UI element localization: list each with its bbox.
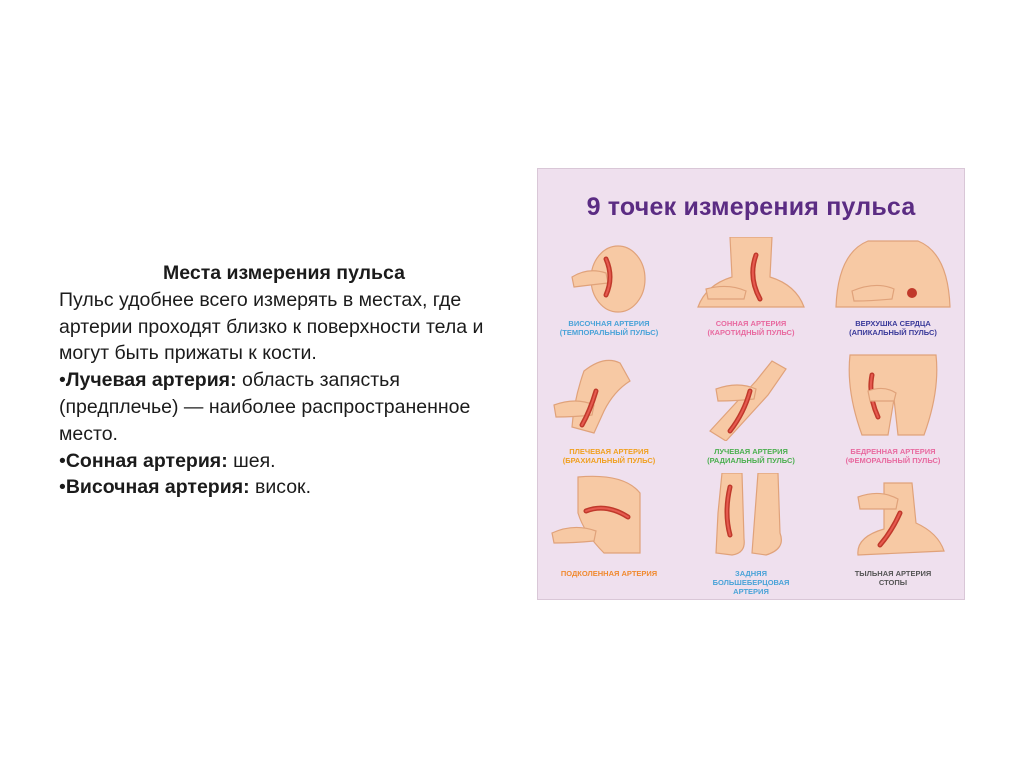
caption-line: ВИСОЧНАЯ АРТЕРИЯ [568, 319, 650, 328]
ankle-icon [686, 473, 816, 563]
pulse-points-infographic [537, 168, 965, 600]
pulse-point-caption [828, 319, 958, 337]
pulse-point-cell [686, 237, 816, 362]
infographic-title: 9 точек измерения пульса [586, 193, 916, 221]
bullet-radial [59, 367, 509, 447]
slide-text-block [59, 260, 509, 501]
pulse-point-caption [544, 319, 674, 337]
bullet-temporal [59, 474, 509, 501]
knee-icon [544, 473, 674, 563]
neck-icon [686, 237, 816, 327]
caption-line: ЗАДНЯЯ [735, 569, 767, 578]
bullet-term: Лучевая артерия: [65, 369, 237, 392]
forearm-icon [686, 351, 816, 441]
bullet-term: Височная артерия: [65, 476, 250, 499]
hip-icon [828, 351, 958, 441]
bullet-text: область запястья (предплечье) — наиболее распространенное место. [59, 369, 471, 445]
bullet-marker: • [59, 476, 66, 499]
pulse-point-caption [828, 569, 958, 587]
head-temple-icon [544, 237, 674, 327]
caption-line: (РАДИАЛЬНЫЙ ПУЛЬС) [707, 456, 795, 465]
elbow-icon [544, 351, 674, 441]
slide-intro: Пульс удобнее всего измерять в местах, где артерии проходят близко к поверхности тела и могут быть прижаты к кости. [59, 288, 484, 365]
caption-line: СОННАЯ АРТЕРИЯ [715, 319, 787, 328]
caption-line: ПОДКОЛЕННАЯ АРТЕРИЯ [560, 569, 658, 578]
pulse-point-caption [544, 569, 674, 578]
pulse-point-cell [544, 237, 674, 362]
bullet-text: висок. [249, 476, 312, 499]
caption-line: (АПИКАЛЬНЫЙ ПУЛЬС) [849, 328, 937, 337]
caption-line: ВЕРХУШКА СЕРДЦА [855, 319, 931, 328]
caption-line: АРТЕРИЯ [733, 587, 769, 596]
caption-line: ПЛЕЧЕВАЯ АРТЕРИЯ [569, 447, 649, 456]
bullet-carotid [59, 448, 509, 475]
pulse-point-caption [544, 447, 674, 465]
caption-line: (ТЕМПОРАЛЬНЫЙ ПУЛЬС) [559, 328, 659, 337]
pulse-point-caption [686, 447, 816, 465]
pulse-point-cell [828, 237, 958, 362]
caption-line: (ФЕМОРАЛЬНЫЙ ПУЛЬС) [845, 456, 941, 465]
chest-icon [828, 237, 958, 327]
caption-line: (КАРОТИДНЫЙ ПУЛЬС) [707, 328, 795, 337]
caption-line: БЕДРЕННАЯ АРТЕРИЯ [850, 447, 936, 456]
pulse-point-caption [828, 447, 958, 465]
caption-line: ЛУЧЕВАЯ АРТЕРИЯ [714, 447, 788, 456]
pulse-point-caption [686, 569, 816, 596]
pulse-point-cell [544, 473, 674, 598]
caption-line: БОЛЬШЕБЕРЦОВАЯ [712, 578, 790, 587]
bullet-text: шея. [227, 449, 276, 472]
caption-line: (БРАХИАЛЬНЫЙ ПУЛЬС) [562, 456, 656, 465]
caption-line: СТОПЫ [878, 578, 908, 587]
caption-line: ТЫЛЬНАЯ АРТЕРИЯ [854, 569, 932, 578]
slide-heading: Места измерения пульса [163, 262, 405, 284]
bullet-marker: • [59, 369, 66, 392]
bullet-marker: • [59, 449, 66, 472]
bullet-term: Сонная артерия: [65, 449, 228, 472]
pulse-point-caption [686, 319, 816, 337]
foot-icon [828, 473, 958, 563]
